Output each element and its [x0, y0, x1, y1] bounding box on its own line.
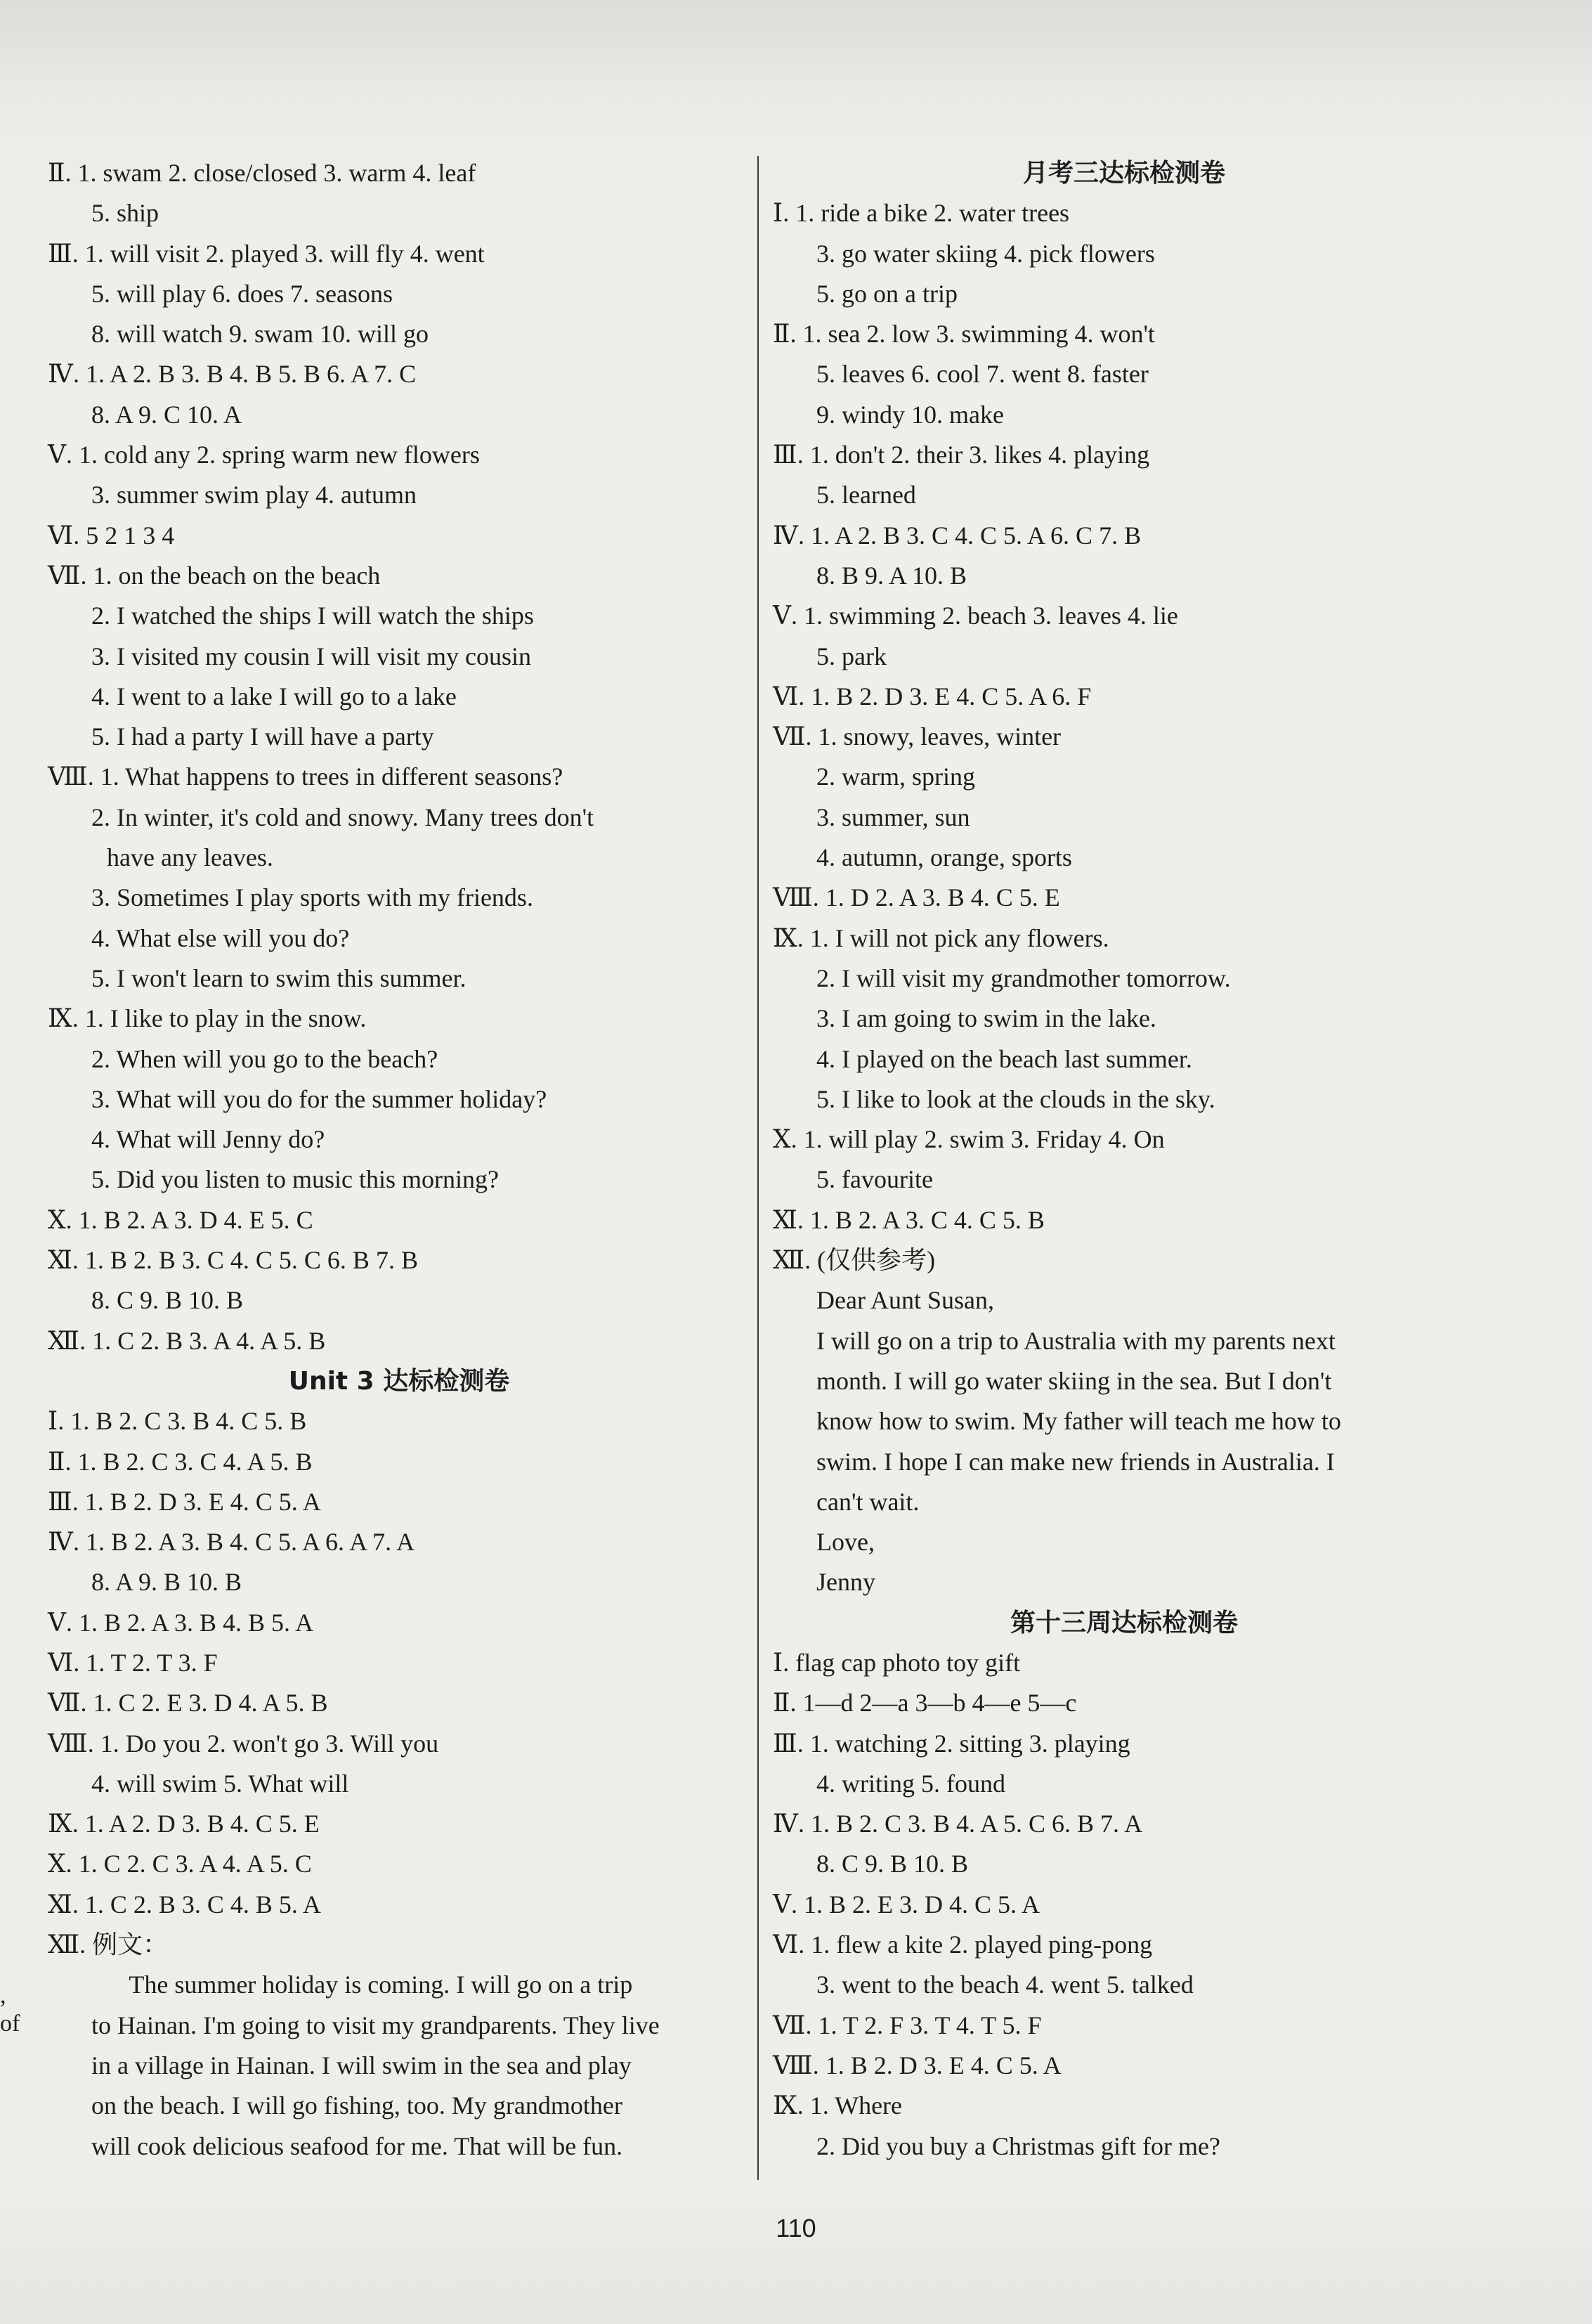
- answer-line: swim. I hope I can make new friends in Australia. I: [816, 1447, 1335, 1476]
- answer-line: 4. What else will you do?: [91, 923, 350, 952]
- answer-line: 5. I like to look at the clouds in the sky.: [816, 1084, 1215, 1113]
- answer-line: Ⅰ. flag cap photo toy gift: [773, 1648, 1021, 1677]
- answer-line: Ⅶ. 1. on the beach on the beach: [48, 561, 381, 590]
- answer-line: Ⅱ. 1. swam 2. close/closed 3. warm 4. leaf: [48, 159, 476, 187]
- essay-line: will cook delicious seafood for me. That will be fun.: [91, 2131, 623, 2160]
- answer-line: Ⅰ. 1. B 2. C 3. B 4. C 5. B: [48, 1407, 307, 1436]
- answer-line: 4. I played on the beach last summer.: [816, 1044, 1192, 1073]
- column-divider: [757, 156, 759, 2180]
- answer-line: Ⅸ. 1. Where: [773, 2091, 903, 2120]
- answer-line: Ⅴ. 1. B 2. E 3. D 4. C 5. A: [773, 1890, 1040, 1919]
- essay-line: in a village in Hainan. I will swim in the sea and play: [91, 2051, 632, 2079]
- answer-line: Ⅲ. 1. will visit 2. played 3. will fly 4. went: [48, 239, 485, 268]
- answer-line: Ⅺ. 1. B 2. B 3. C 4. C 5. C 6. B 7. B: [48, 1246, 418, 1275]
- answer-line: 2. In winter, it's cold and snowy. Many trees don't: [91, 803, 594, 831]
- answer-line: Ⅻ. (仅供参考): [773, 1246, 936, 1275]
- answer-line: 3. went to the beach 4. went 5. talked: [816, 1971, 1194, 1999]
- answer-line: Ⅴ. 1. B 2. A 3. B 4. B 5. A: [48, 1608, 314, 1637]
- section-title: 第十三周达标检测卷: [1010, 1608, 1238, 1637]
- answer-line: 5. go on a trip: [816, 279, 958, 308]
- essay-line: The summer holiday is coming. I will go on a trip: [91, 1971, 633, 1999]
- section-title: 月考三达标检测卷: [1022, 159, 1225, 188]
- answer-line: 4. autumn, orange, sports: [816, 843, 1072, 872]
- section-title: Unit 3 达标检测卷: [288, 1366, 510, 1396]
- answer-line: month. I will go water skiing in the sea. But I don't: [816, 1366, 1332, 1395]
- answer-line: I will go on a trip to Australia with my parents next: [816, 1326, 1336, 1355]
- right-column: [773, 153, 1475, 2167]
- answer-line: 4. What will Jenny do?: [91, 1125, 325, 1154]
- answer-line: Ⅳ. 1. B 2. A 3. B 4. C 5. A 6. A 7. A: [48, 1528, 415, 1557]
- answer-line: 5. ship: [91, 199, 159, 228]
- answer-line: Ⅷ. 1. D 2. A 3. B 4. C 5. E: [773, 883, 1060, 912]
- answer-line: Ⅶ. 1. T 2. F 3. T 4. T 5. F: [773, 2011, 1042, 2039]
- essay-line: on the beach. I will go fishing, too. My grandmother: [91, 2091, 622, 2120]
- answer-line: Ⅸ. 1. I like to play in the snow.: [48, 1004, 367, 1033]
- answer-line: Ⅻ. 1. C 2. B 3. A 4. A 5. B: [48, 1326, 326, 1355]
- answer-line: 3. go water skiing 4. pick flowers: [816, 239, 1155, 268]
- answer-line: 5. leaves 6. cool 7. went 8. faster: [816, 360, 1149, 389]
- answer-line: Ⅲ. 1. don't 2. their 3. likes 4. playing: [773, 441, 1150, 469]
- page-number: 110: [776, 2214, 816, 2242]
- answer-line: Ⅴ. 1. cold any 2. spring warm new flowers: [48, 441, 480, 469]
- answer-line: 8. B 9. A 10. B: [816, 561, 967, 590]
- left-edge-fragment: [0, 1982, 20, 2038]
- answer-line: Ⅷ. 1. B 2. D 3. E 4. C 5. A: [773, 2051, 1062, 2079]
- answer-line: Ⅸ. 1. I will not pick any flowers.: [773, 923, 1109, 952]
- answer-line: Ⅲ. 1. watching 2. sitting 3. playing: [773, 1729, 1130, 1758]
- answer-line: Ⅸ. 1. A 2. D 3. B 4. C 5. E: [48, 1810, 320, 1838]
- answer-line: Ⅳ. 1. A 2. B 3. B 4. B 5. B 6. A 7. C: [48, 360, 417, 389]
- answer-line: 3. summer swim play 4. autumn: [91, 481, 417, 509]
- answer-line: Ⅶ. 1. C 2. E 3. D 4. A 5. B: [48, 1689, 328, 1718]
- answer-line: Ⅵ. 1. T 2. T 3. F: [48, 1648, 218, 1677]
- answer-line: Ⅵ. 1. flew a kite 2. played ping-pong: [773, 1930, 1153, 1959]
- answer-line: 3. I am going to swim in the lake.: [816, 1004, 1156, 1033]
- answer-line: 5. Did you listen to music this morning?: [91, 1165, 499, 1194]
- answer-line: Ⅶ. 1. snowy, leaves, winter: [773, 722, 1062, 751]
- answer-line: 5. I had a party I will have a party: [91, 722, 434, 751]
- answer-line: Ⅱ. 1. B 2. C 3. C 4. A 5. B: [48, 1447, 313, 1476]
- answer-line: 5. favourite: [816, 1165, 933, 1194]
- answer-line: Love,: [816, 1528, 875, 1557]
- answer-line: 2. I will visit my grandmother tomorrow.: [816, 963, 1231, 992]
- answer-line: Ⅵ. 5 2 1 3 4: [48, 521, 175, 550]
- answer-line: Ⅵ. 1. B 2. D 3. E 4. C 5. A 6. F: [773, 682, 1092, 710]
- answer-line: 2. When will you go to the beach?: [91, 1044, 438, 1073]
- answer-line: 9. windy 10. make: [816, 400, 1004, 429]
- essay-line: to Hainan. I'm going to visit my grandparents. They live: [91, 2011, 660, 2039]
- answer-line: 4. will swim 5. What will: [91, 1769, 349, 1798]
- answer-line: Dear Aunt Susan,: [816, 1286, 994, 1315]
- answer-line: 3. What will you do for the summer holiday?: [91, 1084, 547, 1113]
- answer-line: Ⅱ. 1. sea 2. low 3. swimming 4. won't: [773, 320, 1155, 349]
- answer-line: 8. A 9. B 10. B: [91, 1568, 242, 1597]
- answer-line: 4. writing 5. found: [816, 1769, 1005, 1798]
- answer-line: 5. I won't learn to swim this summer.: [91, 963, 466, 992]
- answer-line: Ⅻ. 例文：: [48, 1930, 169, 1959]
- answer-line: 2. I watched the ships I will watch the ships: [91, 602, 534, 630]
- answer-line: Ⅹ. 1. C 2. C 3. A 4. A 5. C: [48, 1850, 312, 1878]
- answer-line: 8. C 9. B 10. B: [91, 1286, 244, 1315]
- answer-line: 8. C 9. B 10. B: [816, 1850, 969, 1878]
- answer-line: Ⅰ. 1. ride a bike 2. water trees: [773, 199, 1070, 228]
- answer-line: know how to swim. My father will teach me how to: [816, 1407, 1341, 1436]
- answer-line: Jenny: [816, 1568, 875, 1597]
- left-column: [48, 153, 750, 2167]
- answer-line: Ⅺ. 1. B 2. A 3. C 4. C 5. B: [773, 1205, 1045, 1234]
- answer-line: 5. park: [816, 642, 887, 670]
- edge-fragment-text: , of: [0, 1982, 20, 2037]
- answer-line: Ⅳ. 1. B 2. C 3. B 4. A 5. C 6. B 7. A: [773, 1810, 1143, 1838]
- answer-line: 2. Did you buy a Christmas gift for me?: [816, 2131, 1220, 2160]
- answer-line: Ⅱ. 1—d 2—a 3—b 4—e 5—c: [773, 1689, 1077, 1718]
- answer-line: Ⅲ. 1. B 2. D 3. E 4. C 5. A: [48, 1487, 321, 1516]
- answer-line: 8. will watch 9. swam 10. will go: [91, 320, 429, 349]
- answer-line: 8. A 9. C 10. A: [91, 400, 242, 429]
- answer-line: 3. summer, sun: [816, 803, 970, 831]
- answer-line: can't wait.: [816, 1487, 920, 1516]
- answer-line: have any leaves.: [107, 843, 273, 872]
- answer-line: 3. Sometimes I play sports with my friends.: [91, 883, 533, 912]
- answer-line: Ⅺ. 1. C 2. B 3. C 4. B 5. A: [48, 1890, 321, 1919]
- answer-line: Ⅴ. 1. swimming 2. beach 3. leaves 4. lie: [773, 602, 1178, 630]
- answer-line: Ⅳ. 1. A 2. B 3. C 4. C 5. A 6. C 7. B: [773, 521, 1142, 550]
- answer-line: 5. will play 6. does 7. seasons: [91, 279, 393, 308]
- answer-line: Ⅹ. 1. B 2. A 3. D 4. E 5. C: [48, 1205, 313, 1234]
- answer-line: 3. I visited my cousin I will visit my cousin: [91, 642, 531, 670]
- answer-line: 4. I went to a lake I will go to a lake: [91, 682, 457, 710]
- answer-line: Ⅷ. 1. Do you 2. won't go 3. Will you: [48, 1729, 439, 1758]
- answer-line: 5. learned: [816, 481, 916, 509]
- answer-line: 2. warm, spring: [816, 762, 975, 791]
- answer-line: Ⅹ. 1. will play 2. swim 3. Friday 4. On: [773, 1125, 1165, 1154]
- answer-line: Ⅷ. 1. What happens to trees in different seasons?: [48, 762, 563, 791]
